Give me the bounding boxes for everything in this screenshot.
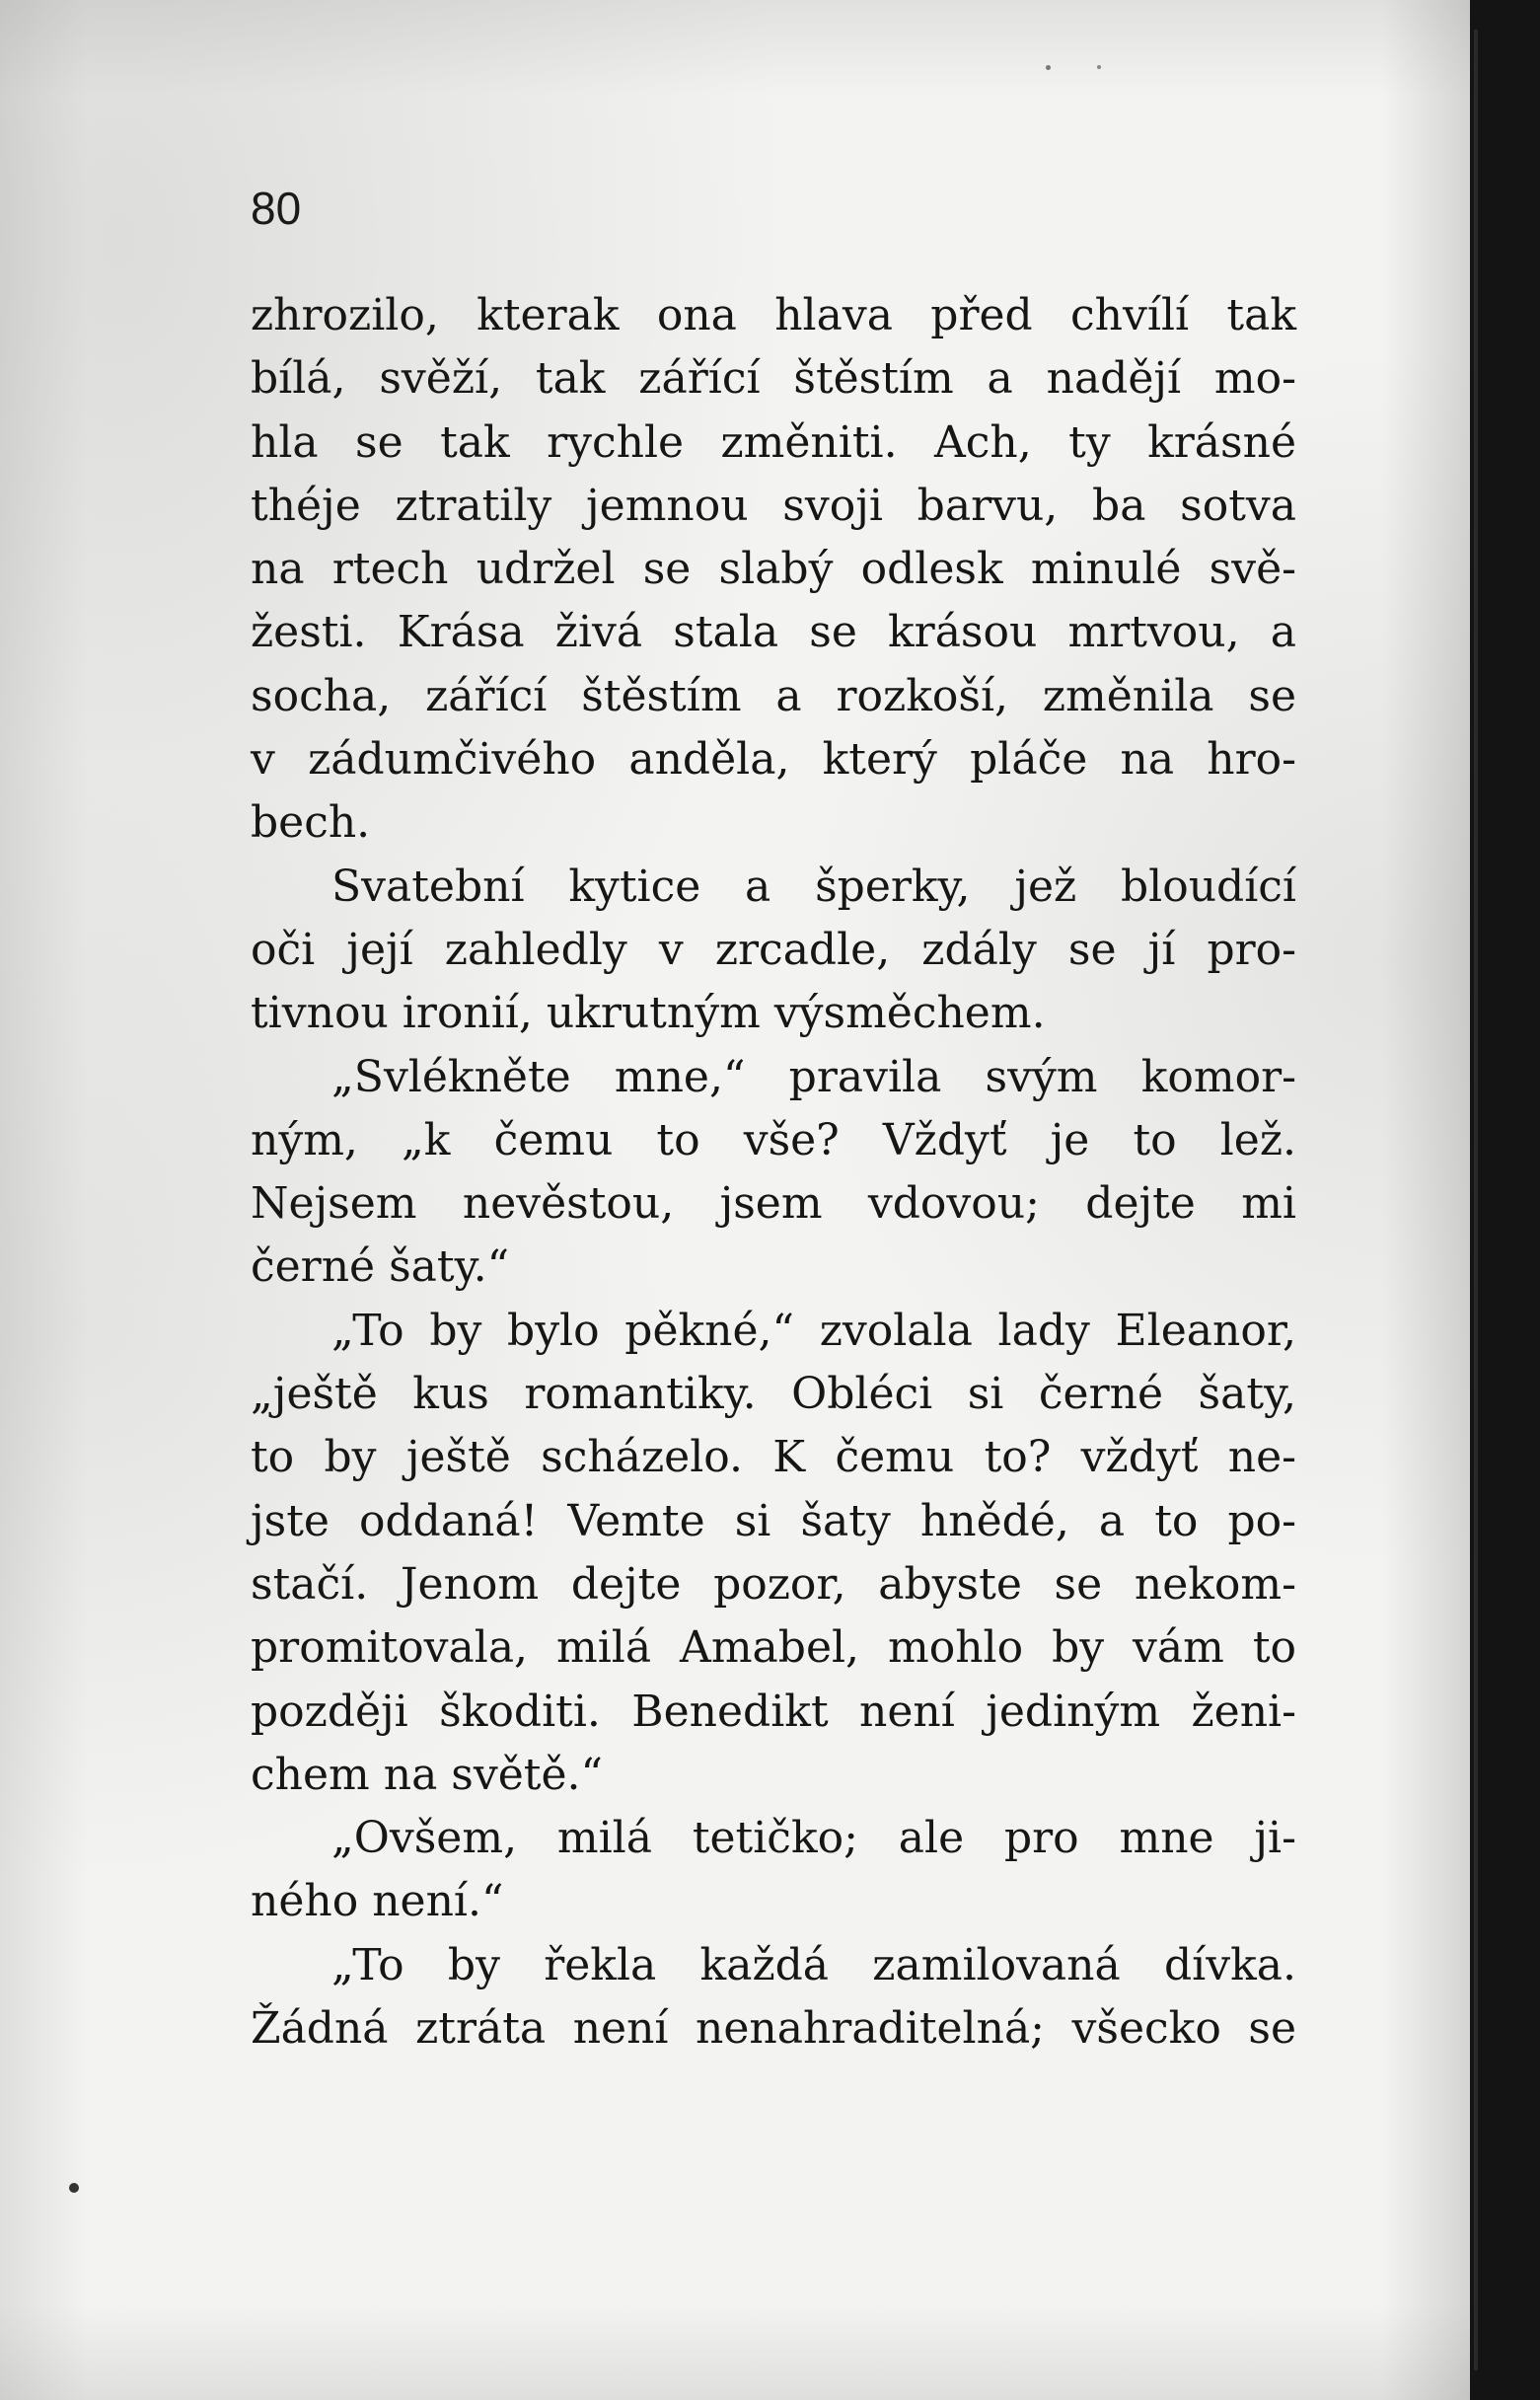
- page-edge-shadow: [1474, 30, 1478, 2370]
- paper-speck: [1046, 65, 1051, 70]
- text-line: žesti. Krása živá stala se krásou mrtvou, a: [251, 607, 1296, 658]
- text-line: bech.: [251, 797, 371, 849]
- text-line: ným, „k čemu to vše? Vždyť je to lež.: [251, 1114, 1296, 1165]
- text-line: „ještě kus romantiky. Obléci si černé šaty,: [251, 1369, 1296, 1420]
- paper-speck: [1097, 65, 1101, 69]
- text-line: černé šaty.“: [251, 1241, 510, 1293]
- text-line: v zádumčivého anděla, který pláče na hro-: [251, 734, 1296, 786]
- text-line: to by ještě scházelo. K čemu to? vždyť ne-: [251, 1432, 1296, 1483]
- text-line: zhrozilo, kterak ona hlava před chvílí tak: [251, 290, 1296, 340]
- body-text: [251, 284, 1296, 2061]
- text-line: théje ztratily jemnou svoji barvu, ba sotva: [251, 480, 1296, 531]
- text-line: bílá, svěží, tak zářící štěstím a nadějí mo-: [251, 353, 1296, 405]
- text-line: na rtech udržel se slabý odlesk minulé svě-: [251, 544, 1296, 595]
- text-line: oči její zahledly v zrcadle, zdály se jí pro-: [251, 924, 1296, 975]
- text-line: chem na světě.“: [251, 1749, 603, 1800]
- paper-speck: [69, 2183, 79, 2193]
- text-line: tivnou ironií, ukrutným výsměchem.: [251, 988, 1046, 1039]
- text-line: hla se tak rychle změniti. Ach, ty krásné: [251, 416, 1296, 468]
- page-number: 80: [251, 183, 302, 234]
- text-line: Žádná ztráta není nenahraditelná; všecko se: [251, 2003, 1296, 2055]
- text-line: Svatební kytice a šperky, jež bloudící: [331, 861, 1296, 912]
- text-line: promitovala, milá Amabel, mohlo by vám to: [251, 1622, 1296, 1674]
- text-line: socha, zářící štěstím a rozkoší, změnila se: [251, 670, 1296, 721]
- text-line: jste oddaná! Vemte si šaty hnědé, a to po-: [251, 1495, 1296, 1546]
- text-line: ného není.“: [251, 1876, 504, 1927]
- text-line: Nejsem nevěstou, jsem vdovou; dejte mi: [251, 1178, 1296, 1230]
- text-line: „To by řekla každá zamilovaná dívka.: [331, 1939, 1296, 1990]
- text-line: „Ovšem, milá tetičko; ale pro mne ji-: [331, 1813, 1296, 1864]
- text-line: „Svlékněte mne,“ pravila svým komor-: [331, 1051, 1296, 1102]
- text-line: „To by bylo pěkné,“ zvolala lady Eleanor,: [331, 1305, 1296, 1356]
- text-line: stačí. Jenom dejte pozor, abyste se nekom-: [251, 1558, 1296, 1610]
- text-line: později škoditi. Benedikt není jediným ženi-: [251, 1686, 1296, 1737]
